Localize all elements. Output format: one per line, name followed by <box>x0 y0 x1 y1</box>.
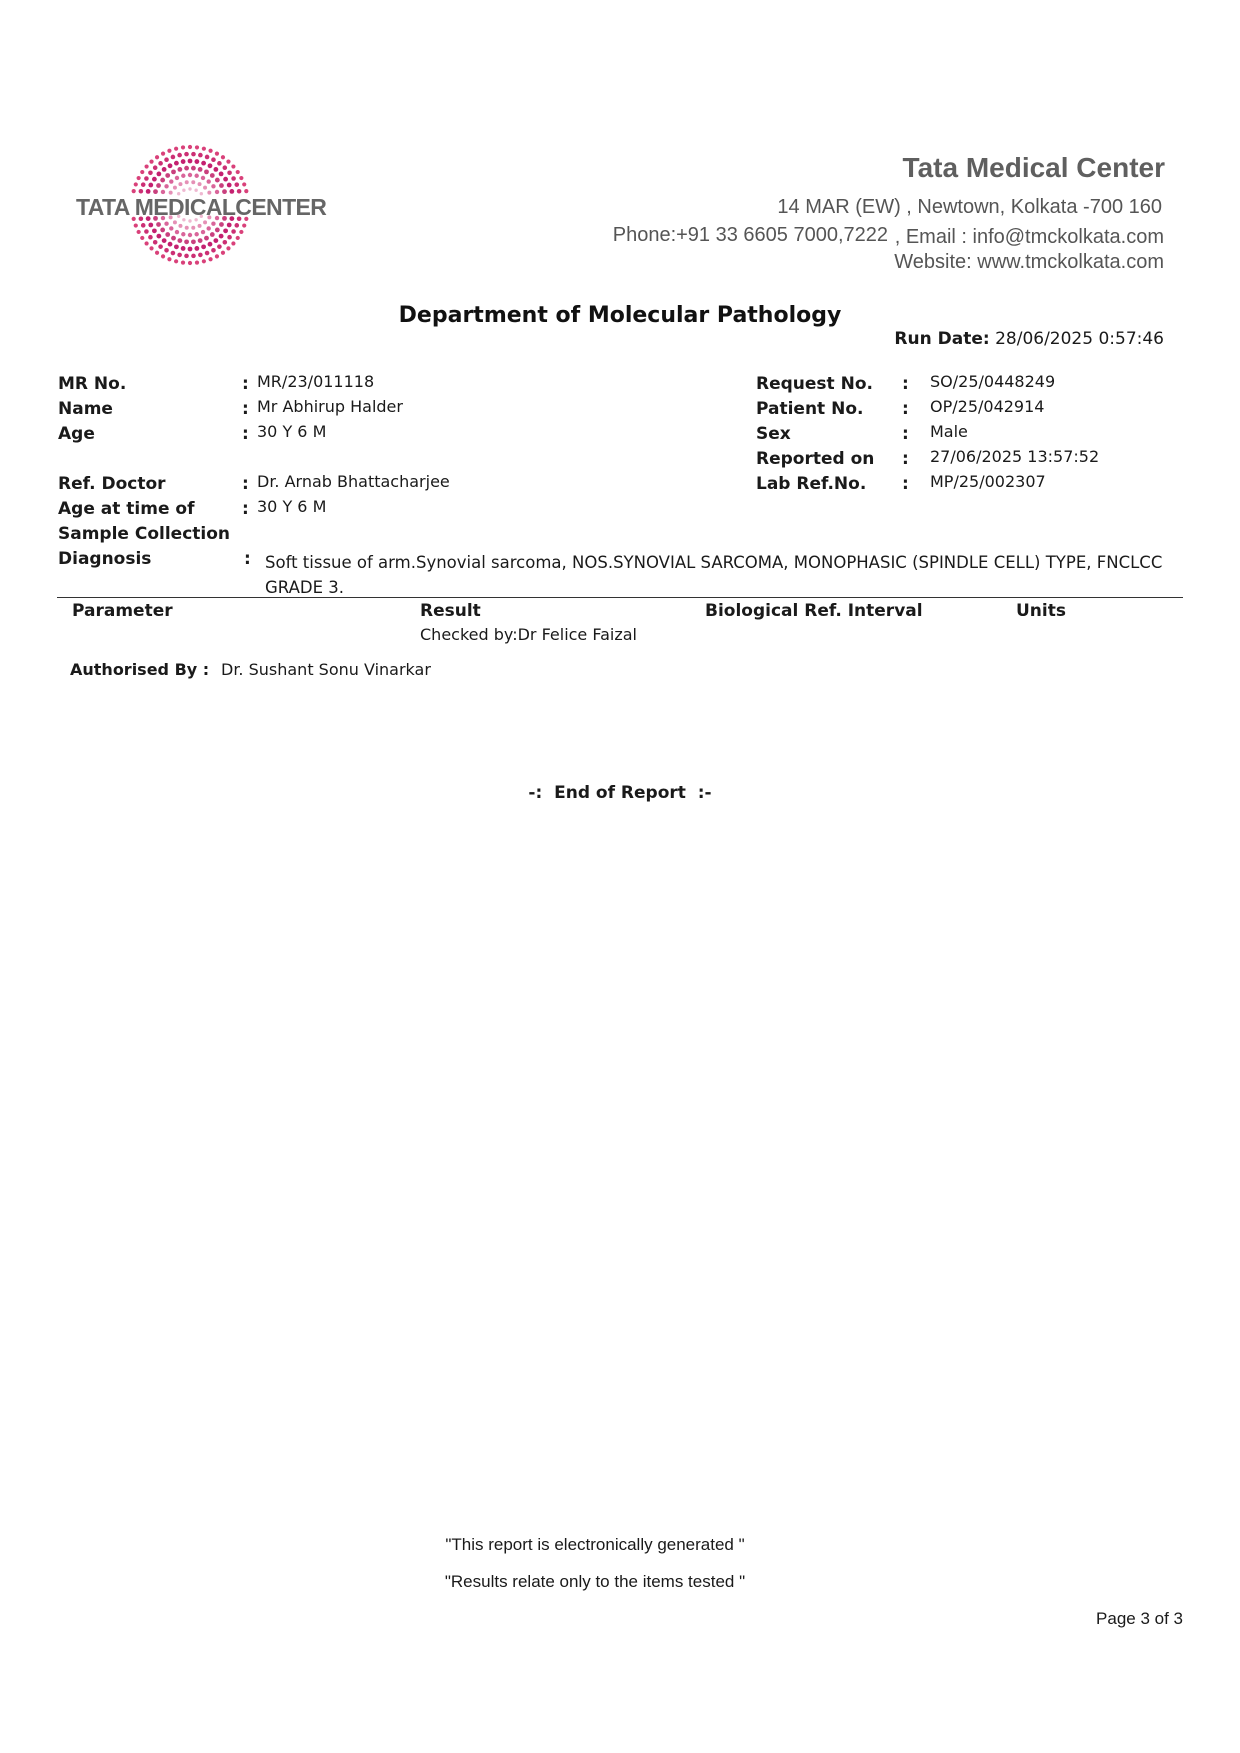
age-at-collection-colon: : <box>242 499 249 519</box>
request-no-colon: : <box>902 374 909 394</box>
ref-doctor-value: Dr. Arnab Bhattacharjee <box>257 472 450 491</box>
patient-no-label: Patient No. <box>756 399 864 419</box>
mr-no-value: MR/23/011118 <box>257 372 375 391</box>
org-address: 14 MAR (EW) , Newtown, Kolkata -700 160 <box>777 196 1162 218</box>
age-colon: : <box>242 424 249 444</box>
diagnosis-value: Soft tissue of arm.Synovial sarcoma, NOS.SYNOVIAL SARCOMA, MONOPHASIC (SPINDLE CELL) TYPE, FNCLCC GRADE 3. <box>265 553 1163 597</box>
sex-colon: : <box>902 424 909 444</box>
department-title: Department of Molecular Pathology <box>398 303 842 328</box>
end-of-report-text: End of Report <box>554 783 686 803</box>
run-date-label: Run Date: <box>894 329 990 349</box>
col-header-parameter: Parameter <box>72 601 173 621</box>
patient-no-value: OP/25/042914 <box>930 397 1045 416</box>
request-no-value: SO/25/0448249 <box>930 372 1056 391</box>
age-at-collection-value: 30 Y 6 M <box>257 497 327 516</box>
request-no-label: Request No. <box>756 374 873 394</box>
age-label: Age <box>58 424 95 444</box>
logo-text: TATA MEDICALCENTER <box>76 194 327 220</box>
col-header-ref-interval: Biological Ref. Interval <box>705 601 923 621</box>
authorised-by-label: Authorised By : <box>70 660 210 679</box>
footer-note-electronic: "This report is electronically generated " <box>445 1535 745 1554</box>
run-date <box>894 329 1164 349</box>
org-website: Website: www.tmckolkata.com <box>894 251 1164 273</box>
table-divider <box>57 597 1183 598</box>
sex-value: Male <box>930 422 968 441</box>
reported-on-colon: : <box>902 449 909 469</box>
reported-on-value: 27/06/2025 13:57:52 <box>930 447 1100 466</box>
age-value: 30 Y 6 M <box>257 422 327 441</box>
ref-doctor-colon: : <box>242 474 249 494</box>
col-header-result: Result <box>420 601 481 621</box>
mr-no-colon: : <box>242 374 249 394</box>
diagnosis-colon: : <box>244 549 251 569</box>
age-at-collection-label-2: Sample Collection <box>58 524 231 544</box>
ref-doctor-label: Ref. Doctor <box>58 474 166 494</box>
age-at-collection-label-1: Age at time of <box>58 499 195 519</box>
checked-by: Checked by:Dr Felice Faizal <box>420 625 637 644</box>
col-header-units: Units <box>1016 601 1066 621</box>
name-value: Mr Abhirup Halder <box>257 397 403 416</box>
footer-note-results: "Results relate only to the items tested " <box>444 1572 746 1591</box>
patient-no-colon: : <box>902 399 909 419</box>
diagnosis-label: Diagnosis <box>58 549 152 569</box>
end-of-report-right: :- <box>697 783 712 803</box>
authorised-by-value: Dr. Sushant Sonu Vinarkar <box>221 660 431 679</box>
lab-ref-no-colon: : <box>902 474 909 494</box>
reported-on-label: Reported on <box>756 449 875 469</box>
end-of-report-left: -: <box>528 783 543 803</box>
lab-ref-no-value: MP/25/002307 <box>930 472 1046 491</box>
org-email: , Email : info@tmckolkata.com <box>894 226 1164 248</box>
run-date-value: 28/06/2025 0:57:46 <box>995 329 1164 349</box>
lab-ref-no-label: Lab Ref.No. <box>756 474 867 494</box>
sex-label: Sex <box>756 424 791 444</box>
page-number: Page 3 of 3 <box>1096 1609 1183 1628</box>
name-label: Name <box>58 399 113 419</box>
name-colon: : <box>242 399 249 419</box>
mr-no-label: MR No. <box>58 374 127 394</box>
org-name: Tata Medical Center <box>902 152 1165 183</box>
end-of-report <box>0 783 1240 803</box>
org-phone: Phone:+91 33 6605 7000,7222 <box>612 224 888 246</box>
